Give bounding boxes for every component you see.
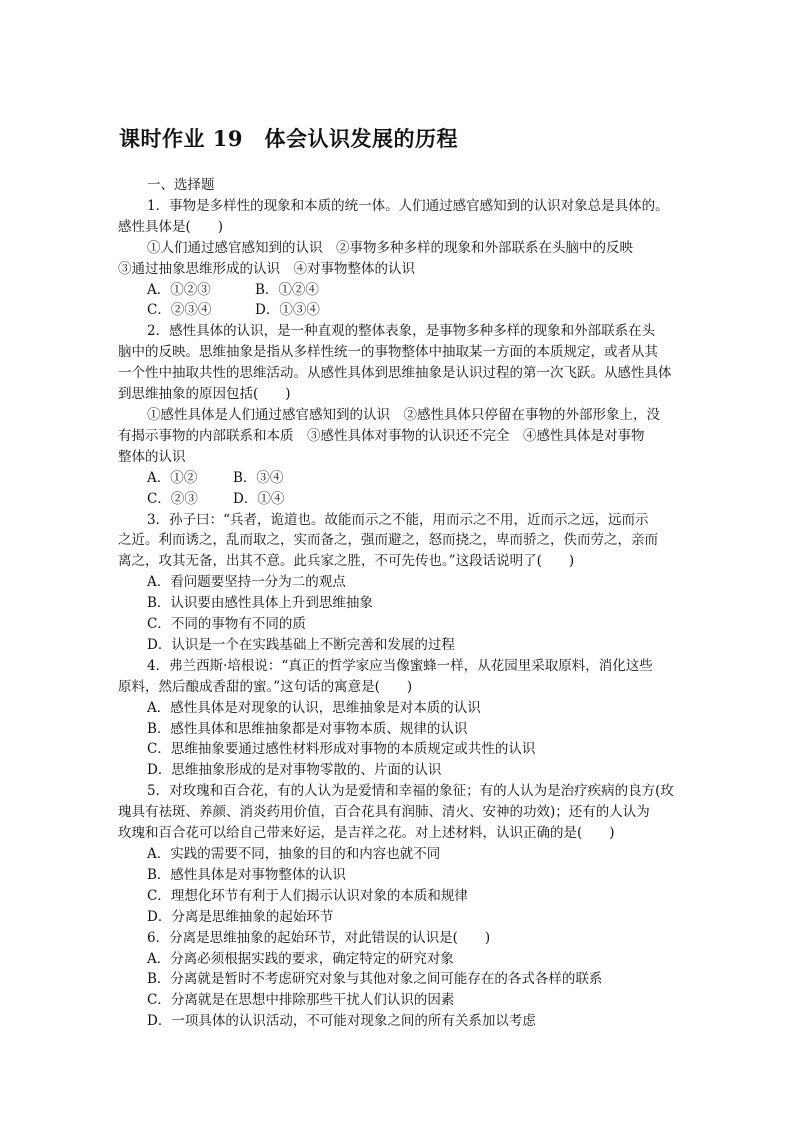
q5-stem-line3: 玫瑰和百合花可以给自己带来好运，是吉祥之花。对上述材料，认识正确的是( ) bbox=[118, 825, 615, 842]
q5-option-d: D．分离是思维抽象的起始环节 bbox=[147, 908, 334, 925]
q2-stem-line3: 一个性中抽取共性的思维活动。从感性具体到思维抽象是认识过程的第一次飞跃。从感性具体 bbox=[118, 365, 672, 382]
q5-option-c: C．理想化环节有利于人们揭示认识对象的本质和规律 bbox=[147, 887, 468, 904]
q3-stem-line3: 离之，攻其无备，出其不意。此兵家之胜，不可先传也。”这段话说明了( ) bbox=[118, 553, 575, 570]
q4-option-a: A．感性具体是对现象的认识，思维抽象是对本质的认识 bbox=[147, 699, 481, 716]
q4-option-b: B．感性具体和思维抽象都是对事物本质、规律的认识 bbox=[147, 720, 468, 737]
q6-option-c: C．分离就是在思想中排除那些干扰人们认识的因素 bbox=[147, 992, 455, 1009]
q3-stem-line1: 3．孙子曰：“兵者，诡道也。故能而示之不能，用而示之不用，近而示之远，远而示 bbox=[147, 511, 649, 528]
page-title: 课时作业 19 体会认识发展的历程 bbox=[119, 126, 459, 151]
section-heading: 一、选择题 bbox=[147, 177, 215, 193]
q1-stem-line1: 1．事物是多样性的现象和本质的统一体。人们通过感官感知到的认识对象总是具体的。 bbox=[147, 197, 669, 214]
q1-option-d: D．①③④ bbox=[255, 302, 320, 319]
q5-option-b: B．感性具体是对事物整体的认识 bbox=[147, 866, 346, 883]
q1-stem-line2: 感性具体是( ) bbox=[118, 218, 224, 235]
q1-statement-line2: ③通过抽象思维形成的认识 ④对事物整体的认识 bbox=[118, 260, 415, 277]
q2-option-d: D．①④ bbox=[233, 490, 285, 507]
q6-option-b: B．分离就是暂时不考虑研究对象与其他对象之间可能存在的各式各样的联系 bbox=[147, 971, 603, 988]
q2-option-a: A．①② bbox=[147, 469, 198, 486]
q1-statement-line1: ①人们通过感官感知到的认识 ②事物多种多样的现象和外部联系在头脑中的反映 bbox=[147, 239, 633, 256]
q2-statement-line3: 整体的认识 bbox=[118, 448, 186, 465]
q5-stem-line2: 瑰具有祛斑、养颜、消炎药用价值，百合花具有润肺、清火、安神的功效)；还有的人认为 bbox=[118, 804, 650, 821]
q1-options-row2 bbox=[118, 300, 678, 321]
q5-option-a: A．实践的需要不同，抽象的目的和内容也就不同 bbox=[147, 846, 441, 862]
q2-stem-line2: 脑中的反映。思维抽象是指从多样性统一的事物整体中抽取某一方面的本质规定，或者从其 bbox=[118, 344, 658, 361]
q3-option-c: C．不同的事物有不同的质 bbox=[147, 616, 306, 633]
q2-statement-line1: ①感性具体是人们通过感官感知到的认识 ②感性具体只停留在事物的外部形象上，没 bbox=[147, 406, 660, 423]
q2-option-c: C．②③ bbox=[147, 490, 198, 507]
q1-option-c: C．②③④ bbox=[147, 302, 212, 319]
q3-option-a: A．看问题要坚持一分为二的观点 bbox=[147, 574, 346, 591]
q2-options-row2 bbox=[118, 489, 678, 510]
q1-option-b: B．①②④ bbox=[255, 281, 319, 298]
q2-stem-line1: 2．感性具体的认识，是一种直观的整体表象，是事物多种多样的现象和外部联系在头 bbox=[147, 323, 656, 340]
q3-stem-line2: 之近。利而诱之，乱而取之，实而备之，强而避之，怒而挠之，卑而骄之，佚而劳之，亲而 bbox=[118, 532, 658, 549]
q5-stem-line1: 5．对玫瑰和百合花，有的人认为是爱情和幸福的象征；有的人认为是治疗疾病的良方(玫 bbox=[147, 783, 674, 800]
q2-statement-line2: 有揭示事物的内部联系和本质 ③感性具体对事物的认识还不完全 ④感性具体是对事物 bbox=[118, 427, 645, 444]
q2-options-row1 bbox=[118, 468, 678, 489]
question-list bbox=[118, 175, 678, 1032]
q2-stem-line4: 到思维抽象的原因包括( ) bbox=[118, 386, 291, 403]
q2-option-b: B．③④ bbox=[233, 469, 284, 486]
q4-stem-line1: 4．弗兰西斯·培根说：“真正的哲学家应当像蜜蜂一样，从花园里采取原料，消化这些 bbox=[147, 657, 653, 674]
q6-stem-line1: 6．分离是思维抽象的起始环节，对此错误的认识是( ) bbox=[147, 929, 491, 946]
q4-option-c: C．思维抽象要通过感性材料形成对事物的本质规定或共性的认识 bbox=[147, 741, 536, 758]
q4-stem-line2: 原料，然后酿成香甜的蜜。”这句话的寓意是( ) bbox=[118, 678, 413, 695]
q6-option-a: A．分离必须根据实践的要求，确定特定的研究对象 bbox=[147, 950, 454, 967]
q1-options-row1 bbox=[118, 280, 678, 301]
q6-option-d: D．一项具体的认识活动，不可能对现象之间的所有关系加以考虑 bbox=[147, 1013, 536, 1030]
q3-option-d: D．认识是一个在实践基础上不断完善和发展的过程 bbox=[147, 636, 455, 653]
q1-option-a: A．①②③ bbox=[147, 281, 211, 298]
q3-option-b: B．认识要由感性具体上升到思维抽象 bbox=[147, 595, 373, 612]
q4-option-d: D．思维抽象形成的是对事物零散的、片面的认识 bbox=[147, 762, 442, 779]
